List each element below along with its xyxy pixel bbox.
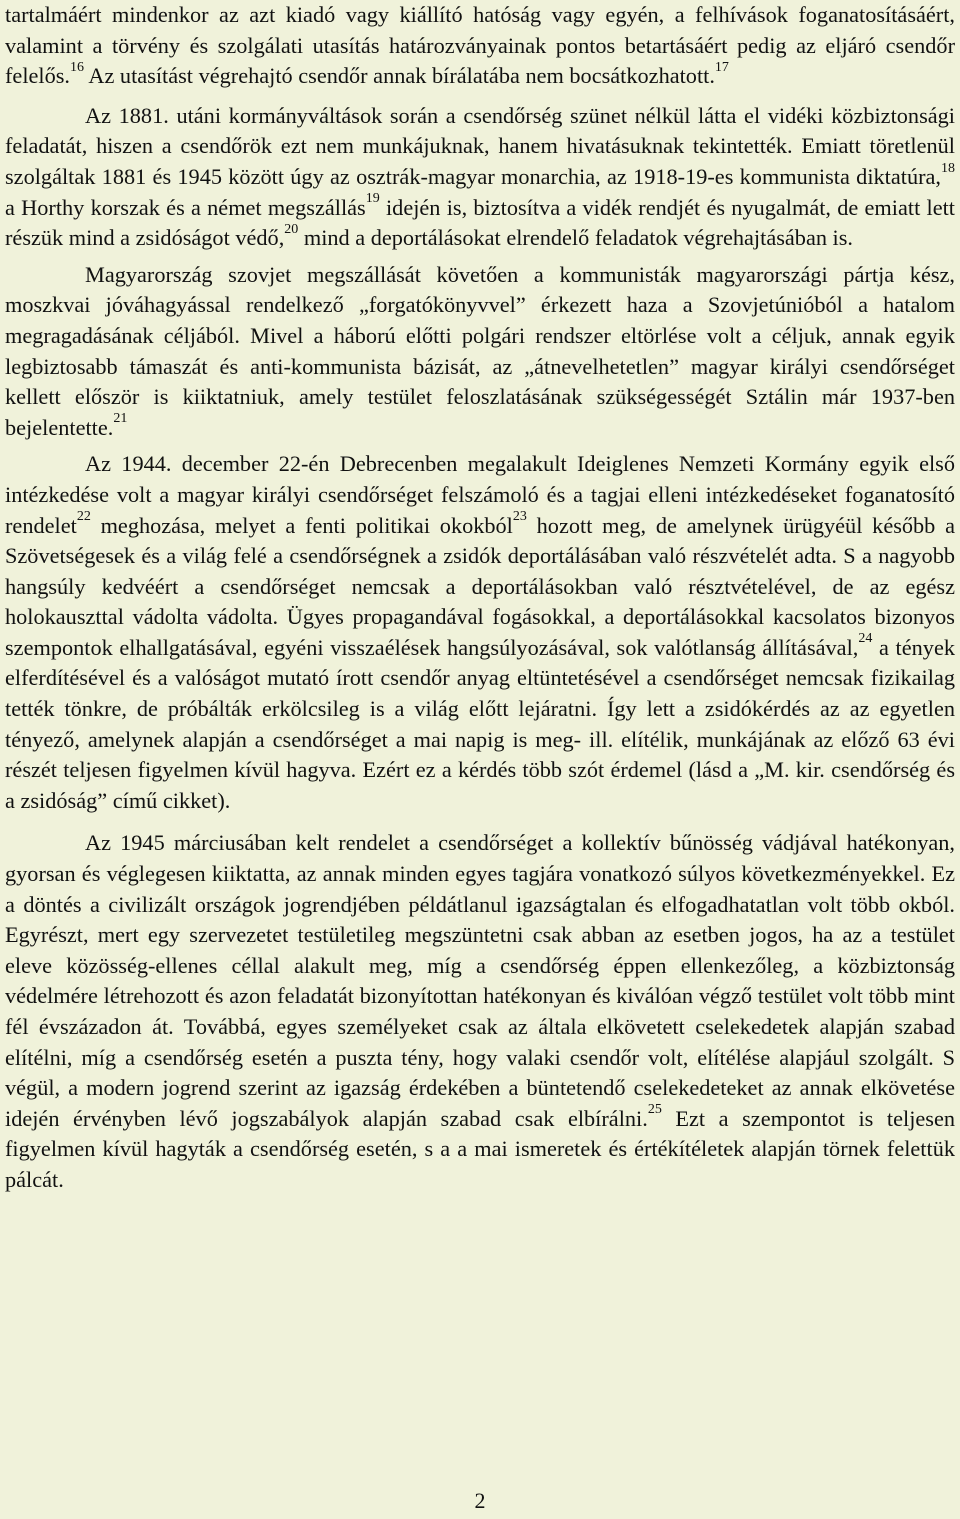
paragraph-5: [5, 828, 955, 1195]
paragraph-text: Ezt a szempontot is teljesen figyelmen kívül hagyták a csendőrség esetén, s a a mai ismeretek és értékítéletek alapján törnek felettük pálcát.: [5, 1105, 956, 1192]
paragraph-text: Az 1944. december 22-én Debrecenben megalakult Ideiglenes Nemzeti Kormány egyik első intézkedése volt a magyar királyi csendőrséget felszámoló és a tagjai elleni intézkedéseket foganatosító rendelet: [5, 451, 955, 538]
footnote-ref[interactable]: 24: [858, 631, 873, 647]
paragraph-text: Magyarország szovjet megszállását követően a kommunisták magyarországi pártja kész, moszkvai jóváhagyással rendelkező „forgatókönyvvel” érkezett haza a Szovjetúnióból a hatalom megragadásának céljából. Mivel a háború előtti polgári rendszer eltörlése volt a céljuk, annak egyik legbiztosabb támaszát és anti-kommunista bázisát, az „átnevelhetetlen” magyar királyi csendőrséget kellett először is kiiktatniuk, amely testület feloszlatásának szükségességét Sztálin már 1937-ben bejelentette.: [5, 261, 955, 440]
paragraph-4: [5, 449, 955, 816]
page-number: 2: [474, 1488, 486, 1513]
paragraph-text: Az 1881. utáni kormányváltások során a csendőrség szünet nélkül látta el vidéki közbiztonsági feladatát, hiszen a csendőrök ezt nem munkájuknak, hanem hivatásuknak tekintették. Emiatt töretlenül szolgáltak 1881 és 1945 között úgy az osztrák-magyar monarchia, az 1918-19-es kommunista diktatúra,: [5, 102, 955, 189]
paragraph-text: hozott meg, de amelynek ürügyéül később a Szövetségesek és a világ felé a csendőrségnek a zsidók deportálásában való részvételét adta. S a nagyobb hangsúly kedvéért a csendőrséget nemcsak a deportálásokban való résztvételével, de az egész holokauszttal vádolta vádolta. Ügyes propagandával fogásokkal, a deportálásokkal kacsolatos bizonyos szempontok elhallgatásával, egyéni visszaélések hangsúlyozásával, sok valótlanság állításával,: [5, 512, 955, 660]
paragraph-text: mind a deportálásokat elrendelő feladatok végrehajtásában is.: [298, 225, 854, 251]
paragraph-text: Az utasítást végrehajtó csendőr annak bírálatába nem bocsátkozhatott.: [84, 63, 715, 89]
paragraph-1: [5, 0, 955, 92]
paragraph-2: [5, 101, 955, 254]
paragraph-text: a tények elferdítésével és a valóságot mutató írott csendőr anyag eltüntetésével a csendőrséget nemcsak fizikailag tették tönkre, de próbálták erkölcsileg is a világ előtt lejáratni. Így lett a zsidókérdés az az egyetlen tényező, amelynek alapján a csendőrséget a mai napig is meg- ill. elítélik, munkájának az előző 63 évi részét teljesen figyelmen kívül hagyva. Ezért ez a kérdés több szót érdemel (lásd a „M. kir. csendőrség és a zsidóság” című cikket).: [5, 634, 955, 813]
footnote-ref[interactable]: 25: [647, 1102, 662, 1118]
paragraph-text: idején is, biztosítva a vidék rendjét és nyugalmát, de emiatt lett részük mind a zsidóságot védő,: [5, 194, 955, 251]
footnote-ref[interactable]: 17: [714, 59, 729, 75]
paragraph-text: meghozása, melyet a fenti politikai okokból: [90, 512, 513, 538]
footnote-ref[interactable]: 19: [365, 191, 380, 207]
footnote-ref[interactable]: 22: [76, 509, 91, 525]
footnote-ref[interactable]: 16: [70, 59, 85, 75]
footnote-ref[interactable]: 23: [512, 509, 527, 525]
document-body: [5, 0, 955, 1196]
paragraph-text: tartalmáért mindenkor az azt kiadó vagy kiállító hatóság vagy egyén, a felhívások foganatosításáért, valamint a törvény és szolgálati utasítás határozványainak pontos betartásáért pedig az eljáró csendőr felelős.: [5, 2, 955, 89]
paragraph-text: a Horthy korszak és a német megszállás: [5, 194, 366, 220]
footnote-ref[interactable]: 21: [113, 411, 128, 427]
paragraph-3: [5, 260, 955, 444]
footnote-ref[interactable]: 18: [941, 160, 955, 176]
footnote-ref[interactable]: 20: [284, 221, 299, 237]
paragraph-text: Az 1945 márciusában kelt rendelet a csendőrséget a kollektív bűnösség vádjával hatékonyan, gyorsan és véglegesen kiiktatta, az annak minden egyes tagjára vonatkozó súlyos következményekkel. Ez a döntés a civilizált országok jogrendjében példátlanul igazságtalan és elfogadhatatlan volt több okból. Egyrészt, mert egy szervezetet testületileg megszüntetni csak abban az esetben jogos, ha az a testület eleve közösség-ellenes céllal alakult meg, míg a csendőrség éppen ellenkezőleg, a közbiztonság védelmére létrehozott és azon feladatát bizonyítottan hatékonyan és kiválóan végző testület volt több mint fél évszázadon át. Továbbá, egyes személyeket csak az általa elkövetett cselekedetek alapján szabad elítélni, míg a csendőrség esetén a puszta tény, hogy valaki csendőr volt, elítélése alapjául szolgált. S végül, a modern jogrend szerint az igazság érdekében a büntetendő cselekedeteket az annak elkövetése idején érvényben lévő jogszabályok alapján szabad csak elbírálni.: [5, 830, 955, 1131]
